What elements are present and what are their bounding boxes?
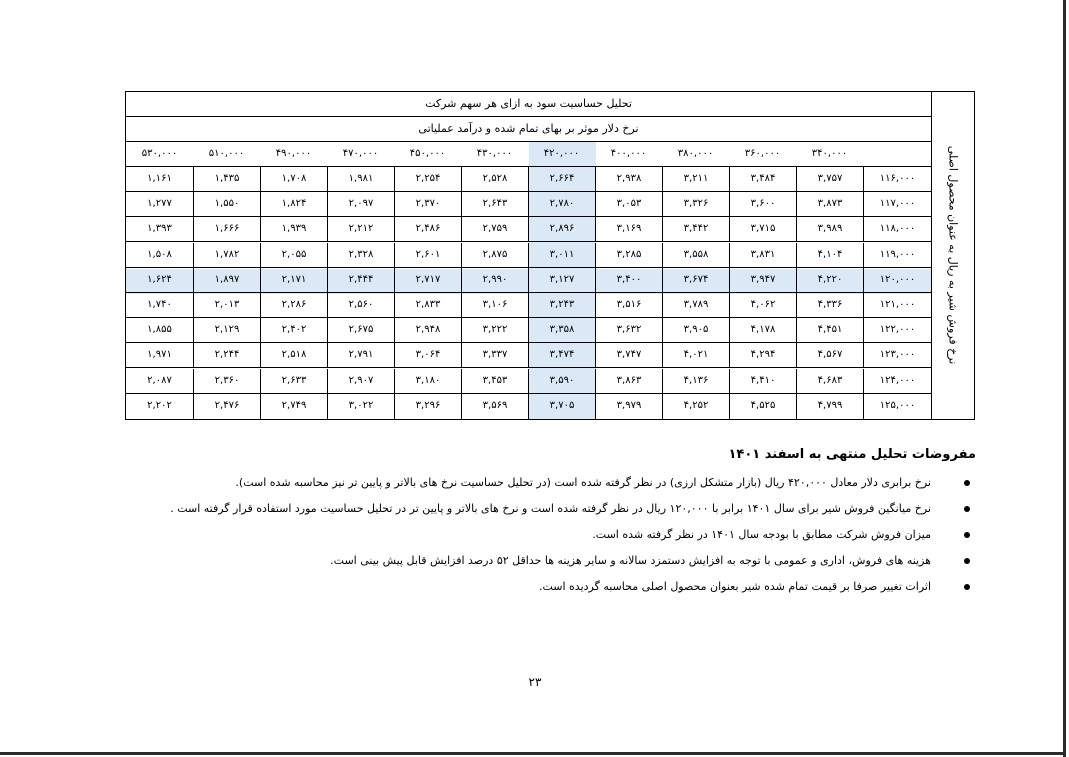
table-cell: ۳,۷۸۹ bbox=[662, 293, 729, 318]
table-cell: ۴,۱۷۸ bbox=[729, 318, 796, 343]
table-cell: ۲,۹۹۰ bbox=[461, 268, 528, 293]
table-cell: ۲,۴۴۴ bbox=[327, 268, 394, 293]
table-cell: ۲,۰۸۷ bbox=[147, 374, 172, 386]
table-cell: ۳,۲۹۶ bbox=[394, 394, 461, 419]
table-cell: ۱,۵۰۸ bbox=[147, 248, 172, 260]
table-cell: ۳,۸۶۳ bbox=[595, 369, 662, 394]
table-cell: ۲,۳۲۸ bbox=[327, 243, 394, 268]
table-cell: ۲,۱۲۹ bbox=[193, 318, 260, 343]
table-cell: ۳,۹۸۹ bbox=[796, 217, 863, 242]
table-cell: ۲,۹۳۸ bbox=[595, 167, 662, 192]
table-cell: ۳,۷۵۷ bbox=[796, 167, 863, 192]
table-cell: ۳,۸۳۱ bbox=[729, 243, 796, 268]
table-cell: ۴,۲۹۴ bbox=[729, 343, 796, 368]
table-cell: ۲,۷۹۱ bbox=[327, 343, 394, 368]
table-cell: ۳,۲۱۱ bbox=[662, 167, 729, 192]
assumption-item bbox=[150, 574, 976, 600]
table-row bbox=[126, 318, 931, 343]
table-cell: ۱,۸۲۴ bbox=[260, 192, 327, 217]
bullet-dot-icon bbox=[964, 480, 970, 486]
bullet-dot-icon bbox=[964, 584, 970, 590]
table-cell: ۳,۶۷۴ bbox=[662, 268, 729, 293]
table-row bbox=[126, 268, 931, 293]
column-header: ۴۳۰,۰۰۰ bbox=[476, 148, 513, 159]
assumption-text: نرخ میانگین فروش شیر برای سال ۱۴۰۱ برابر با ۱۲۰,۰۰۰ ریال در نظر گرفته شده است و نرخ های بالاتر و پایین تر در تحلیل حساسیت مورد استفاده قرار گرفته است . bbox=[170, 502, 931, 515]
table-cell: ۲,۷۱۷ bbox=[394, 268, 461, 293]
table-cell: ۱,۶۶۶ bbox=[193, 217, 260, 242]
table-cell: ۲,۵۱۸ bbox=[260, 343, 327, 368]
page-frame-right bbox=[1063, 0, 1066, 757]
table-cell: ۴,۶۸۳ bbox=[796, 369, 863, 394]
row-label: ۱۲۰,۰۰۰ bbox=[863, 268, 931, 293]
table-cell: ۳,۹۷۹ bbox=[595, 394, 662, 419]
table-cell: ۳,۴۵۳ bbox=[461, 369, 528, 394]
table-row bbox=[126, 217, 931, 242]
table-cell: ۱,۱۶۱ bbox=[147, 173, 172, 184]
table-cell: ۱,۷۸۲ bbox=[193, 243, 260, 268]
table-cell: ۴,۳۳۶ bbox=[796, 293, 863, 318]
table-row bbox=[126, 192, 931, 217]
table-cell: ۲,۴۸۶ bbox=[394, 217, 461, 242]
table-cell: ۳,۳۵۸ bbox=[528, 318, 595, 343]
table-cell: ۳,۱۲۷ bbox=[528, 268, 595, 293]
table-cell: ۲,۴۰۲ bbox=[260, 318, 327, 343]
table-cell: ۲,۳۷۰ bbox=[394, 192, 461, 217]
table-cell: ۴,۴۱۰ bbox=[729, 369, 796, 394]
table-cell: ۲,۲۸۶ bbox=[260, 293, 327, 318]
row-label: ۱۱۸,۰۰۰ bbox=[863, 217, 931, 242]
table-cell: ۱,۸۵۵ bbox=[147, 324, 172, 336]
row-axis-label-cell bbox=[931, 92, 974, 419]
table-cell: ۲,۶۳۳ bbox=[260, 369, 327, 394]
table-cell: ۲,۸۹۶ bbox=[528, 217, 595, 242]
table-cell: ۱,۶۲۴ bbox=[147, 273, 172, 285]
column-header: ۵۱۰,۰۰۰ bbox=[208, 148, 245, 159]
bullet-dot-icon bbox=[964, 532, 970, 538]
table-row bbox=[126, 243, 931, 268]
table-cell: ۳,۵۵۸ bbox=[662, 243, 729, 268]
assumption-item bbox=[150, 548, 976, 574]
table-cell: ۲,۶۴۳ bbox=[461, 192, 528, 217]
table-cell: ۲,۱۷۱ bbox=[260, 268, 327, 293]
assumption-text: اثرات تغییر صرفا بر قیمت تمام شده شیر بعنوان محصول اصلی محاسبه گردیده است. bbox=[538, 580, 931, 593]
assumption-text: نرخ برابری دلار معادل ۴۲۰,۰۰۰ ریال (بازار متشکل ارزی) در نظر گرفته شده است (در تحلیل حساسیت نرخ های بالاتر و پایین تر نیز محاسبه شده است). bbox=[235, 476, 931, 489]
table-cell: ۴,۰۶۲ bbox=[729, 293, 796, 318]
bullet-dot-icon bbox=[964, 506, 970, 512]
table-cell: ۲,۸۷۵ bbox=[461, 243, 528, 268]
table-cell: ۴,۵۶۷ bbox=[796, 343, 863, 368]
table-cell: ۳,۲۴۳ bbox=[528, 293, 595, 318]
table-cell: ۲,۶۷۵ bbox=[327, 318, 394, 343]
table-cell: ۳,۵۹۰ bbox=[528, 369, 595, 394]
table-cell: ۳,۲۸۵ bbox=[595, 243, 662, 268]
assumption-item bbox=[150, 522, 976, 548]
table-cell: ۱,۴۳۵ bbox=[193, 167, 260, 192]
table-cell: ۳,۸۷۳ bbox=[796, 192, 863, 217]
row-label: ۱۲۲,۰۰۰ bbox=[863, 318, 931, 343]
table-cell: ۳,۰۱۱ bbox=[528, 243, 595, 268]
table-cell: ۴,۵۲۵ bbox=[729, 394, 796, 419]
row-label: ۱۱۹,۰۰۰ bbox=[863, 243, 931, 268]
table-cell: ۲,۲۰۲ bbox=[147, 399, 172, 411]
table-cell: ۱,۸۹۷ bbox=[193, 268, 260, 293]
table-cell: ۲,۲۵۴ bbox=[394, 167, 461, 192]
table-subtitle: نرخ دلار موثر بر بهای تمام شده و درآمد عملیاتی bbox=[126, 117, 931, 142]
table-row bbox=[126, 293, 931, 318]
table-cell: ۲,۷۴۹ bbox=[260, 394, 327, 419]
table-cell: ۱,۹۳۹ bbox=[260, 217, 327, 242]
table-cell: ۳,۱۸۰ bbox=[394, 369, 461, 394]
column-header: ۳۴۰,۰۰۰ bbox=[811, 148, 848, 159]
column-header: ۳۶۰,۰۰۰ bbox=[744, 148, 781, 159]
table-row bbox=[126, 343, 931, 368]
bullet-dot-icon bbox=[964, 558, 970, 564]
table-cell: ۴,۴۵۱ bbox=[796, 318, 863, 343]
table-cell: ۲,۷۵۹ bbox=[461, 217, 528, 242]
table-cell: ۲,۲۱۲ bbox=[327, 217, 394, 242]
table-cell: ۲,۵۶۰ bbox=[327, 293, 394, 318]
table-cell: ۳,۵۱۶ bbox=[595, 293, 662, 318]
table-cell: ۳,۵۶۹ bbox=[461, 394, 528, 419]
table-cell: ۲,۳۶۰ bbox=[193, 369, 260, 394]
table-cell: ۳,۷۰۵ bbox=[528, 394, 595, 419]
table-cell: ۲,۲۴۴ bbox=[193, 343, 260, 368]
table-cell: ۳,۴۰۰ bbox=[595, 268, 662, 293]
table-cell: ۲,۹۰۷ bbox=[327, 369, 394, 394]
assumption-item bbox=[150, 470, 976, 496]
table-row bbox=[126, 369, 931, 394]
column-header: ۳۸۰,۰۰۰ bbox=[677, 148, 714, 159]
table-cell: ۳,۴۷۴ bbox=[528, 343, 595, 368]
table-cell: ۴,۷۹۹ bbox=[796, 394, 863, 419]
table-cell: ۲,۰۱۳ bbox=[193, 293, 260, 318]
table-cell: ۴,۲۵۲ bbox=[662, 394, 729, 419]
table-cell: ۲,۶۶۴ bbox=[528, 167, 595, 192]
table-cell: ۳,۰۵۳ bbox=[595, 192, 662, 217]
row-label: ۱۲۵,۰۰۰ bbox=[863, 394, 931, 419]
assumption-item bbox=[150, 496, 976, 522]
table-cell: ۱,۹۷۱ bbox=[147, 349, 172, 361]
page-number: ۲۳ bbox=[528, 675, 542, 689]
table-cell: ۱,۷۰۸ bbox=[260, 167, 327, 192]
row-label: ۱۲۱,۰۰۰ bbox=[863, 293, 931, 318]
assumption-text: هزینه های فروش، اداری و عمومی با توجه به افزایش دستمزد سالانه و سایر هزینه ها حداقل ۵۲ درصد افزایش قابل پیش بینی است. bbox=[330, 554, 931, 567]
table-cell: ۳,۷۱۵ bbox=[729, 217, 796, 242]
table-cell: ۲,۰۵۵ bbox=[260, 243, 327, 268]
assumptions-title: مفروضات تحلیل منتهی به اسفند ۱۴۰۱ bbox=[728, 447, 976, 462]
table-row bbox=[126, 167, 931, 192]
table-cell: ۲,۸۳۳ bbox=[394, 293, 461, 318]
column-header: ۴۲۰,۰۰۰ bbox=[543, 148, 580, 159]
table-cell: ۲,۶۰۱ bbox=[394, 243, 461, 268]
table-cell: ۳,۴۴۲ bbox=[662, 217, 729, 242]
table-cell: ۱,۳۹۳ bbox=[147, 223, 172, 235]
table-cell: ۲,۴۷۶ bbox=[193, 394, 260, 419]
table-cell: ۴,۰۲۱ bbox=[662, 343, 729, 368]
table-cell: ۱,۷۴۰ bbox=[147, 299, 172, 310]
column-header: ۴۵۰,۰۰۰ bbox=[409, 148, 446, 159]
table-cell: ۱,۲۷۷ bbox=[147, 198, 172, 210]
row-axis-label: نرخ فروش شیر به ریال به عنوان محصول اصلی bbox=[946, 145, 960, 365]
assumption-text: میزان فروش شرکت مطابق با بودجه سال ۱۴۰۱ در نظر گرفته شده است. bbox=[592, 528, 931, 541]
table-cell: ۳,۶۳۲ bbox=[595, 318, 662, 343]
table-cell: ۳,۳۲۶ bbox=[662, 192, 729, 217]
table-cell: ۳,۶۰۰ bbox=[729, 192, 796, 217]
assumptions-list bbox=[150, 470, 976, 600]
row-label: ۱۲۳,۰۰۰ bbox=[863, 343, 931, 368]
row-label: ۱۱۷,۰۰۰ bbox=[863, 192, 931, 217]
table-cell: ۳,۹۰۵ bbox=[662, 318, 729, 343]
sensitivity-table bbox=[125, 91, 975, 420]
table-cell: ۳,۴۸۴ bbox=[729, 167, 796, 192]
row-label: ۱۲۴,۰۰۰ bbox=[863, 369, 931, 394]
table-cell: ۳,۱۰۶ bbox=[461, 293, 528, 318]
page-frame-bottom bbox=[0, 752, 1066, 755]
table-title: تحلیل حساسیت سود به ازای هر سهم شرکت bbox=[126, 92, 931, 117]
table-cell: ۳,۲۲۲ bbox=[461, 318, 528, 343]
column-header: ۴۰۰,۰۰۰ bbox=[610, 148, 647, 159]
table-cell: ۳,۹۴۷ bbox=[729, 268, 796, 293]
table-cell: ۴,۱۰۴ bbox=[796, 243, 863, 268]
table-cell: ۳,۱۶۹ bbox=[595, 217, 662, 242]
table-cell: ۱,۵۵۰ bbox=[193, 192, 260, 217]
table-cell: ۳,۰۲۲ bbox=[327, 394, 394, 419]
column-header: ۵۳۰,۰۰۰ bbox=[141, 148, 178, 159]
column-header: ۴۷۰,۰۰۰ bbox=[342, 148, 379, 159]
table-cell: ۴,۲۲۰ bbox=[796, 268, 863, 293]
table-cell: ۳,۷۴۷ bbox=[595, 343, 662, 368]
table-cell: ۲,۵۲۸ bbox=[461, 167, 528, 192]
table-cell: ۴,۱۳۶ bbox=[662, 369, 729, 394]
column-header-row bbox=[126, 142, 931, 167]
column-header: ۴۹۰,۰۰۰ bbox=[275, 148, 312, 159]
table-cell: ۲,۰۹۷ bbox=[327, 192, 394, 217]
row-label: ۱۱۶,۰۰۰ bbox=[863, 167, 931, 192]
table-cell: ۱,۹۸۱ bbox=[327, 167, 394, 192]
table-cell: ۲,۷۸۰ bbox=[528, 192, 595, 217]
assumptions-section bbox=[150, 447, 976, 600]
table-cell: ۳,۳۳۷ bbox=[461, 343, 528, 368]
table-cell: ۳,۰۶۴ bbox=[394, 343, 461, 368]
table-row bbox=[126, 394, 931, 419]
table-cell: ۲,۹۴۸ bbox=[394, 318, 461, 343]
